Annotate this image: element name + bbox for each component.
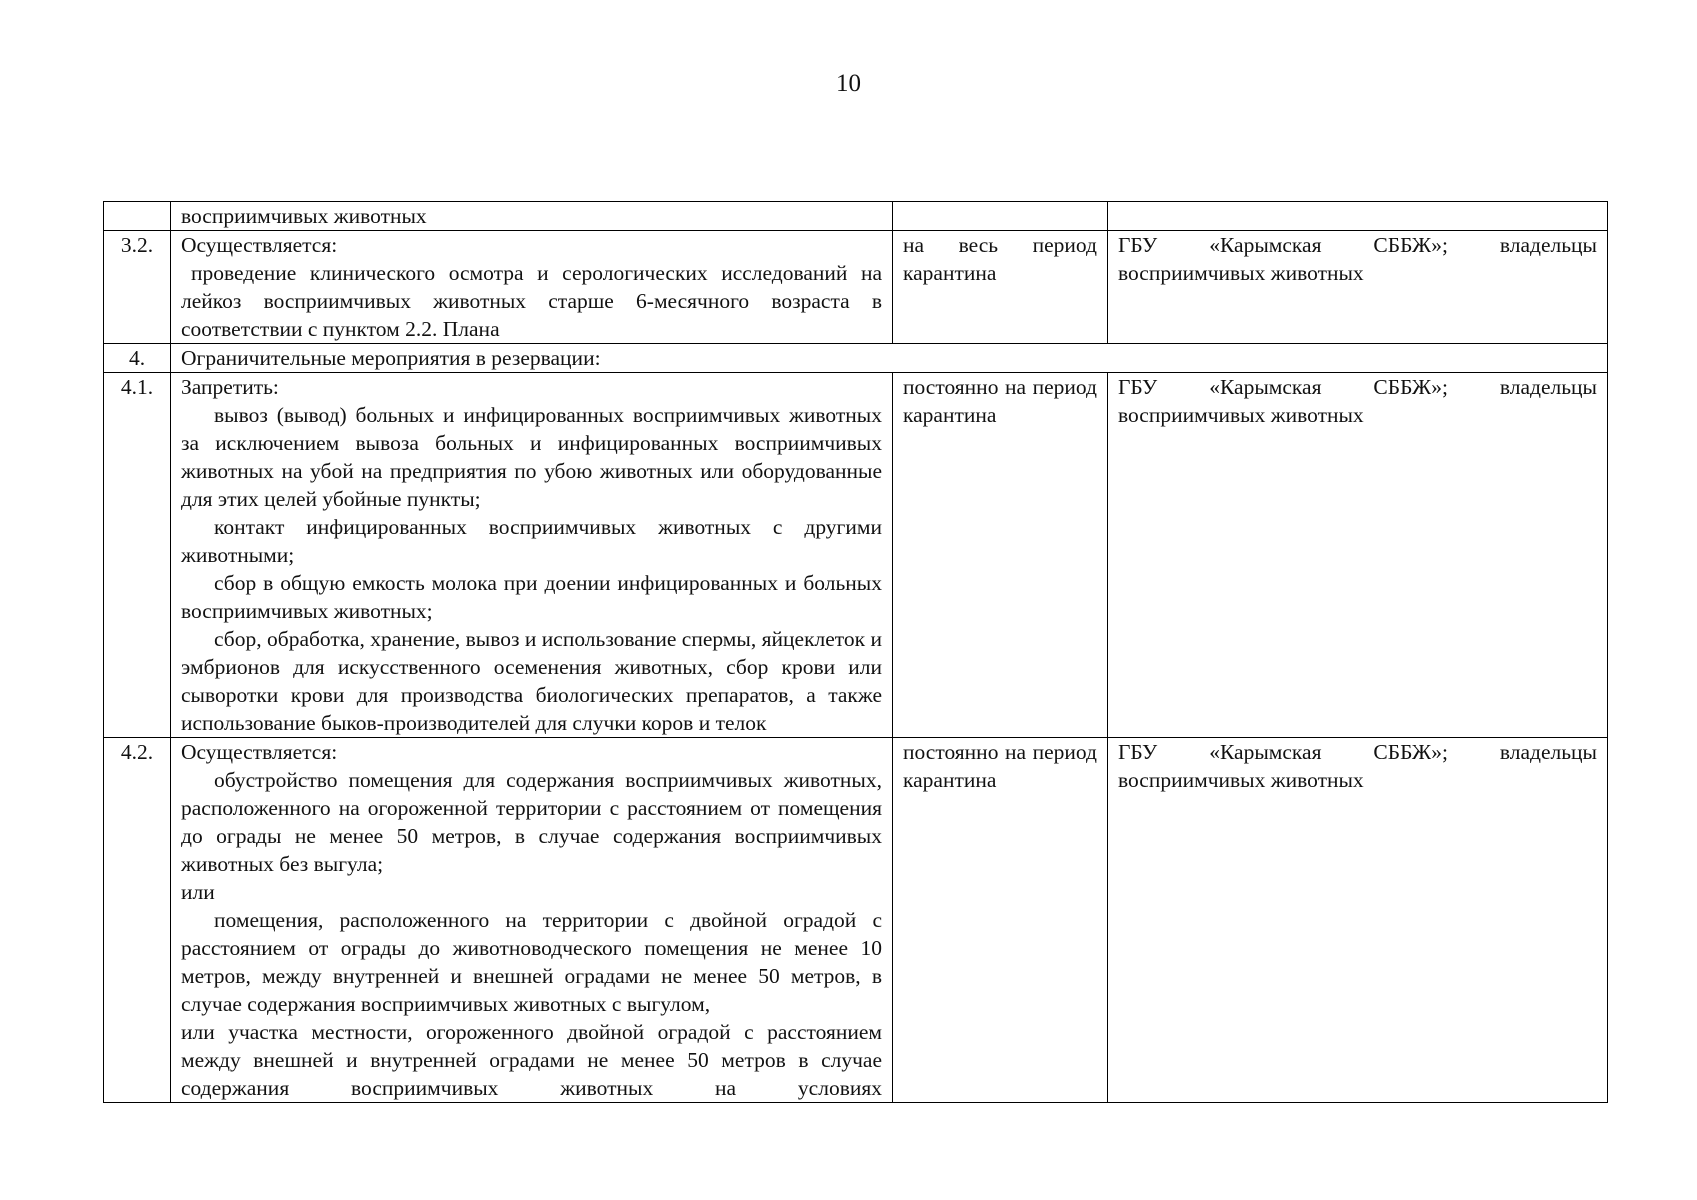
row-number: 4.1. [104,373,171,738]
measure-text: контакт инфицированных восприимчивых животных с другими животными; [181,515,882,567]
measure-text: сбор, обработка, хранение, вывоз и использование спермы, яйцеклеток и эмбрионов для искусственного осеменения животных, сбор крови или сыворотки крови для производства биологических препаратов, а также использование быков-производителей для случки коров и телок [181,627,882,735]
measure-cell [171,202,893,231]
row-number [104,202,171,231]
row-number: 3.2. [104,231,171,344]
measure-text: сбор в общую емкость молока при доении инфицированных и больных восприимчивых животных; [181,571,882,623]
measure-heading: Запретить: [181,375,279,399]
period-cell: на весь период карантина [893,231,1108,344]
measure-text: помещения, расположенного на территории с двойной оградой с расстоянием от ограды до животноводческого помещения не менее 10 метров, между внутренней и внешней оградами не менее 50 метров, в случае содержания восприимчивых животных с выгулом, [181,908,882,1016]
measure-text: или участка местности, огороженного двойной оградой с расстоянием между внешней и внутренней оградами не менее 50 метров в случае содержания восприимчивых животных на условиях [181,1020,882,1100]
measure-heading: Осуществляется: [181,233,338,257]
measure-text: вывоз (вывод) больных и инфицированных восприимчивых животных за исключением вывоза больных и инфицированных восприимчивых животных на убой на предприятия по убою животных или оборудованные для этих целей убойные пункты; [181,403,882,511]
measure-text: или [181,880,215,904]
section-title: Ограничительные мероприятия в резервации: [171,344,1608,373]
period-cell [893,202,1108,231]
measure-cell [171,738,893,1103]
table-row [104,373,1608,738]
section-number: 4. [104,344,171,373]
measure-cell [171,373,893,738]
responsible-cell [1108,202,1608,231]
responsible-cell: ГБУ «Карымская СББЖ»; владельцы восприимчивых животных [1108,231,1608,344]
responsible-cell: ГБУ «Карымская СББЖ»; владельцы восприимчивых животных [1108,738,1608,1103]
measure-heading: Осуществляется: [181,740,338,764]
table-row [104,231,1608,344]
measure-text: восприимчивых животных [181,204,427,228]
period-cell: постоянно на период карантина [893,738,1108,1103]
section-row [104,344,1608,373]
measure-cell [171,231,893,344]
measures-table [103,201,1608,1103]
measure-text: обустройство помещения для содержания восприимчивых животных, расположенного на огороженной территории с расстоянием от помещения до ограды не менее 50 метров, в случае содержания восприимчивых животных без выгула; [181,768,882,876]
measure-text: проведение клинического осмотра и серологических исследований на лейкоз восприимчивых животных старше 6-месячного возраста в соответствии с пунктом 2.2. Плана [181,261,882,341]
table-row [104,738,1608,1103]
period-cell: постоянно на период карантина [893,373,1108,738]
table-row [104,202,1608,231]
page-number: 10 [836,70,861,97]
responsible-cell: ГБУ «Карымская СББЖ»; владельцы восприимчивых животных [1108,373,1608,738]
row-number: 4.2. [104,738,171,1103]
